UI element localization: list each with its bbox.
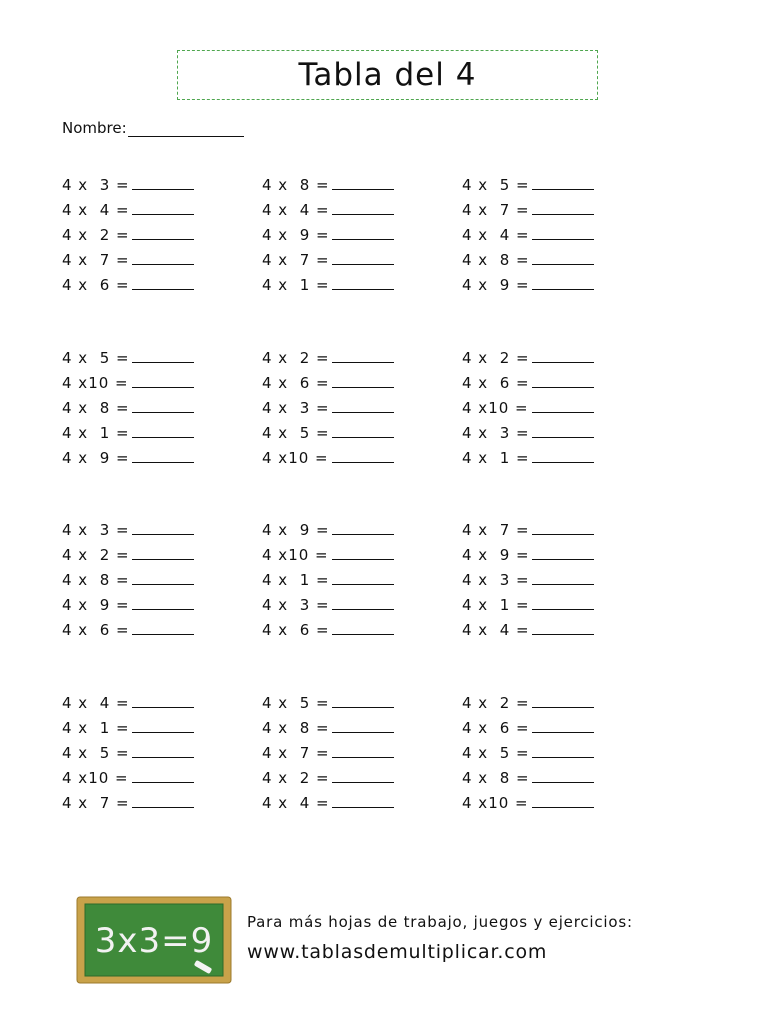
problem-row [262,766,394,791]
problem-row [462,396,594,421]
exercise-column [462,518,594,643]
answer-blank[interactable] [132,595,194,610]
problem-row [62,173,194,198]
answer-blank[interactable] [532,448,594,463]
problem-row [262,421,394,446]
problem-expression: 4 x 8 = [62,398,130,417]
problem-row [462,568,594,593]
problem-row [62,346,194,371]
answer-blank[interactable] [132,348,194,363]
answer-blank[interactable] [332,718,394,733]
name-blank[interactable] [128,122,244,137]
problem-row [262,223,394,248]
answer-blank[interactable] [132,200,194,215]
problem-expression: 4 x 8 = [62,571,130,589]
problem-expression: 4 x 9 = [462,546,530,564]
problem-row [262,273,394,298]
answer-blank[interactable] [332,348,394,363]
problem-expression: 4 x 4 = [62,693,130,712]
answer-blank[interactable] [532,545,594,560]
answer-blank[interactable] [132,275,194,290]
answer-blank[interactable] [132,175,194,190]
answer-blank[interactable] [132,793,194,808]
problem-expression: 4 x 5 = [62,348,130,367]
answer-blank[interactable] [132,250,194,265]
problem-expression: 4 x 5 = [62,743,130,762]
problem-expression: 4 x 3 = [262,596,330,614]
problem-row [62,568,194,593]
exercise-column [262,346,394,471]
problem-expression: 4 x10 = [462,793,529,812]
problem-row [62,791,194,816]
problem-row [462,766,594,791]
problem-row [462,716,594,741]
problem-expression: 4 x 2 = [462,693,530,712]
problem-row [462,543,594,568]
answer-blank[interactable] [132,570,194,585]
problem-row [462,421,594,446]
answer-blank[interactable] [332,275,394,290]
problem-row [262,248,394,273]
problem-row [462,446,594,471]
problem-expression: 4 x 9 = [62,448,130,467]
answer-blank[interactable] [332,545,394,560]
problem-row [262,618,394,643]
chalkboard-text: 3x3=9 [94,921,214,961]
problem-row [462,248,594,273]
problem-expression: 4 x 3 = [62,521,130,539]
answer-blank[interactable] [532,570,594,585]
name-label: Nombre: [62,119,127,137]
problem-row [462,273,594,298]
answer-blank[interactable] [532,373,594,388]
problem-expression: 4 x10 = [462,398,529,417]
problem-row [262,543,394,568]
answer-blank[interactable] [532,620,594,635]
problem-row [62,198,194,223]
problem-expression: 4 x10 = [62,768,129,787]
answer-blank[interactable] [332,520,394,535]
problem-expression: 4 x 9 = [462,276,530,294]
problem-expression: 4 x 8 = [262,176,330,194]
problem-row [62,741,194,766]
problem-row [462,346,594,371]
problem-row [262,593,394,618]
footer-text: Para más hojas de trabajo, juegos y ejercicios: [247,913,633,931]
exercise-column [62,346,194,471]
problem-expression: 4 x 2 = [62,546,130,564]
answer-blank[interactable] [332,398,394,413]
problem-row [462,593,594,618]
exercise-block [62,691,662,864]
problem-expression: 4 x 1 = [262,571,330,589]
answer-blank[interactable] [532,250,594,265]
problem-row [62,446,194,471]
problem-row [62,396,194,421]
exercise-block [62,346,662,519]
problem-row [62,518,194,543]
answer-blank[interactable] [532,200,594,215]
answer-blank[interactable] [132,718,194,733]
answer-blank[interactable] [332,373,394,388]
problem-expression: 4 x 6 = [62,621,130,639]
answer-blank[interactable] [532,175,594,190]
answer-blank[interactable] [132,225,194,240]
problem-expression: 4 x 1 = [462,596,530,614]
problem-row [262,568,394,593]
problem-row [62,691,194,716]
answer-blank[interactable] [532,768,594,783]
problem-row [262,716,394,741]
problem-row [62,766,194,791]
problem-expression: 4 x 7 = [462,201,530,219]
answer-blank[interactable] [132,373,194,388]
exercise-block [62,173,662,346]
problem-expression: 4 x 4 = [62,201,130,219]
problem-expression: 4 x 3 = [462,571,530,589]
answer-blank[interactable] [532,348,594,363]
problem-expression: 4 x 3 = [462,423,530,442]
problem-expression: 4 x 2 = [262,348,330,367]
answer-blank[interactable] [532,520,594,535]
problem-expression: 4 x 7 = [62,251,130,269]
title-box [177,50,598,100]
problem-expression: 4 x 8 = [262,718,330,737]
answer-blank[interactable] [532,275,594,290]
answer-blank[interactable] [132,520,194,535]
problem-row [262,396,394,421]
answer-blank[interactable] [332,693,394,708]
footer-url[interactable]: www.tablasdemultiplicar.com [247,941,548,963]
problem-expression: 4 x 6 = [262,621,330,639]
problem-row [262,691,394,716]
problem-row [462,173,594,198]
answer-blank[interactable] [132,620,194,635]
problem-row [62,618,194,643]
problem-row [262,741,394,766]
problem-row [262,791,394,816]
answer-blank[interactable] [132,545,194,560]
problem-expression: 4 x 7 = [262,743,330,762]
problem-row [62,543,194,568]
answer-blank[interactable] [332,570,394,585]
answer-blank[interactable] [532,693,594,708]
answer-blank[interactable] [132,693,194,708]
problem-expression: 4 x10 = [62,373,129,392]
answer-blank[interactable] [332,620,394,635]
problem-expression: 4 x 6 = [62,276,130,294]
problem-expression: 4 x 9 = [262,226,330,244]
answer-blank[interactable] [532,225,594,240]
problem-expression: 4 x 7 = [262,251,330,269]
problem-expression: 4 x 4 = [462,621,530,639]
answer-blank[interactable] [132,768,194,783]
exercise-column [262,691,394,816]
problem-row [262,346,394,371]
problem-expression: 4 x 7 = [462,521,530,539]
answer-blank[interactable] [332,225,394,240]
problem-row [462,198,594,223]
exercise-column [62,173,194,298]
problem-row [62,223,194,248]
answer-blank[interactable] [132,448,194,463]
problem-expression: 4 x 6 = [462,373,530,392]
exercise-column [262,518,394,643]
answer-blank[interactable] [532,423,594,438]
problem-expression: 4 x 8 = [462,768,530,787]
exercise-grid [62,173,662,863]
problem-row [462,371,594,396]
problem-row [462,741,594,766]
exercise-column [262,173,394,298]
answer-blank[interactable] [332,595,394,610]
exercise-column [462,691,594,816]
problem-expression: 4 x 8 = [462,251,530,269]
problem-row [462,691,594,716]
problem-expression: 4 x 6 = [262,373,330,392]
problem-expression: 4 x 6 = [462,718,530,737]
problem-row [62,716,194,741]
problem-expression: 4 x 4 = [462,226,530,244]
problem-expression: 4 x 3 = [62,176,130,194]
problem-expression: 4 x 5 = [262,693,330,712]
problem-row [462,618,594,643]
problem-expression: 4 x 5 = [462,176,530,194]
problem-row [62,273,194,298]
problem-row [62,421,194,446]
page-title: Tabla del 4 [298,57,477,93]
problem-row [62,371,194,396]
exercise-column [462,346,594,471]
problem-expression: 4 x 2 = [262,768,330,787]
exercise-column [462,173,594,298]
answer-blank[interactable] [332,175,394,190]
answer-blank[interactable] [532,595,594,610]
chalkboard-icon [76,896,232,984]
problem-expression: 4 x 1 = [262,276,330,294]
answer-blank[interactable] [332,448,394,463]
answer-blank[interactable] [132,398,194,413]
problem-expression: 4 x 1 = [62,718,130,737]
problem-expression: 4 x10 = [262,448,329,467]
problem-expression: 4 x 3 = [262,398,330,417]
answer-blank[interactable] [132,423,194,438]
answer-blank[interactable] [332,743,394,758]
exercise-block [62,518,662,691]
problem-row [262,371,394,396]
answer-blank[interactable] [332,793,394,808]
exercise-column [62,518,194,643]
problem-expression: 4 x 9 = [262,521,330,539]
problem-expression: 4 x 1 = [62,423,130,442]
answer-blank[interactable] [532,398,594,413]
answer-blank[interactable] [532,718,594,733]
exercise-column [62,691,194,816]
problem-row [462,518,594,543]
problem-expression: 4 x 4 = [262,201,330,219]
answer-blank[interactable] [332,250,394,265]
problem-expression: 4 x 9 = [62,596,130,614]
problem-row [262,446,394,471]
problem-row [262,173,394,198]
answer-blank[interactable] [532,743,594,758]
problem-expression: 4 x 4 = [262,793,330,812]
answer-blank[interactable] [332,200,394,215]
problem-row [462,223,594,248]
answer-blank[interactable] [332,423,394,438]
answer-blank[interactable] [532,793,594,808]
problem-expression: 4 x 5 = [462,743,530,762]
problem-expression: 4 x10 = [262,546,329,564]
answer-blank[interactable] [132,743,194,758]
problem-row [62,593,194,618]
problem-expression: 4 x 2 = [462,348,530,367]
problem-row [262,198,394,223]
answer-blank[interactable] [332,768,394,783]
name-field[interactable] [62,119,244,137]
problem-expression: 4 x 1 = [462,448,530,467]
problem-row [262,518,394,543]
problem-expression: 4 x 2 = [62,226,130,244]
problem-row [462,791,594,816]
problem-expression: 4 x 5 = [262,423,330,442]
problem-row [62,248,194,273]
problem-expression: 4 x 7 = [62,793,130,812]
